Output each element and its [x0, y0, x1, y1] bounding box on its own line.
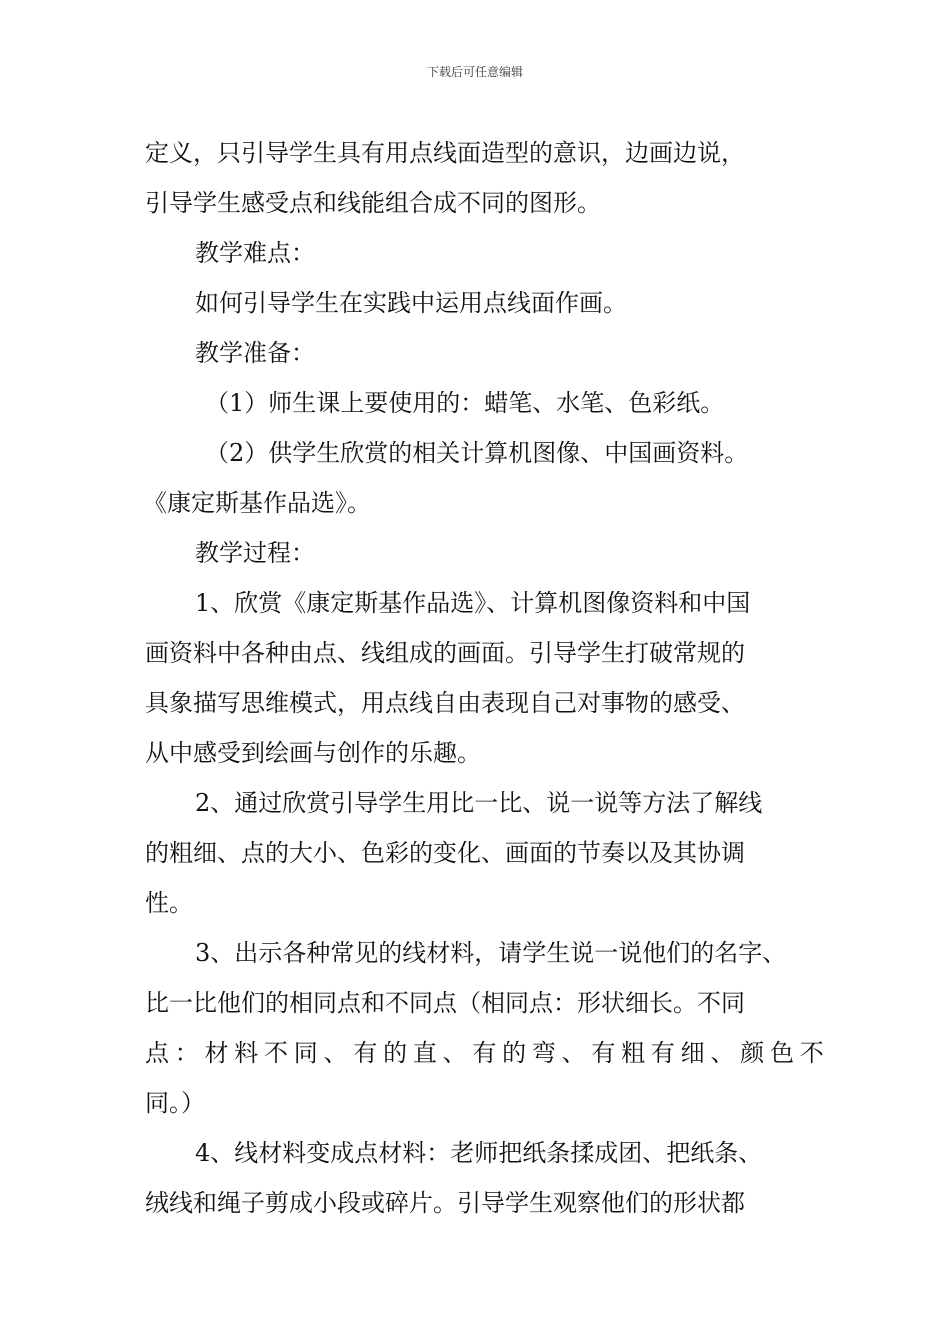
- text-line: 比一比他们的相同点和不同点（相同点：形状细长。不同: [145, 989, 745, 1017]
- section-heading: 教学过程：: [195, 539, 315, 567]
- text-line: 同。）: [145, 1089, 205, 1117]
- text-line: （2）供学生欣赏的相关计算机图像、中国画资料。: [205, 439, 749, 467]
- text-line: 绒线和绳子剪成小段或碎片。引导学生观察他们的形状都: [145, 1189, 745, 1217]
- text-line: 画资料中各种由点、线组成的画面。引导学生打破常规的: [145, 639, 745, 667]
- text-line: 定义，只引导学生具有用点线面造型的意识，边画边说，: [145, 139, 745, 167]
- section-heading: 教学难点：: [195, 239, 315, 267]
- text-line: 从中感受到绘画与创作的乐趣。: [145, 739, 481, 767]
- text-line: 具象描写思维模式，用点线自由表现自己对事物的感受、: [145, 689, 745, 717]
- text-line: 如何引导学生在实践中运用点线面作画。: [195, 289, 627, 317]
- text-line: 点：材料不同、有的直、有的弯、有粗有细、颜色不: [145, 1039, 830, 1067]
- page-header: 下载后可任意编辑: [426, 65, 523, 79]
- section-heading: 教学准备：: [195, 339, 315, 367]
- text-line: （1）师生课上要使用的：蜡笔、水笔、色彩纸。: [205, 389, 725, 417]
- text-line: 3、出示各种常见的线材料，请学生说一说他们的名字、: [195, 939, 787, 967]
- text-line: 的粗细、点的大小、色彩的变化、画面的节奏以及其协调: [145, 839, 745, 867]
- document-body: [143, 128, 830, 1228]
- text-line: 1、欣赏《康定斯基作品选》、计算机图像资料和中国: [195, 589, 751, 617]
- text-line: 4、线材料变成点材料：老师把纸条揉成团、把纸条、: [195, 1139, 763, 1167]
- text-line: 性。: [145, 889, 193, 917]
- text-line: 2、通过欣赏引导学生用比一比、说一说等方法了解线: [195, 789, 763, 817]
- text-line: 《康定斯基作品选》。: [143, 489, 371, 517]
- text-line: 引导学生感受点和线能组合成不同的图形。: [145, 189, 601, 217]
